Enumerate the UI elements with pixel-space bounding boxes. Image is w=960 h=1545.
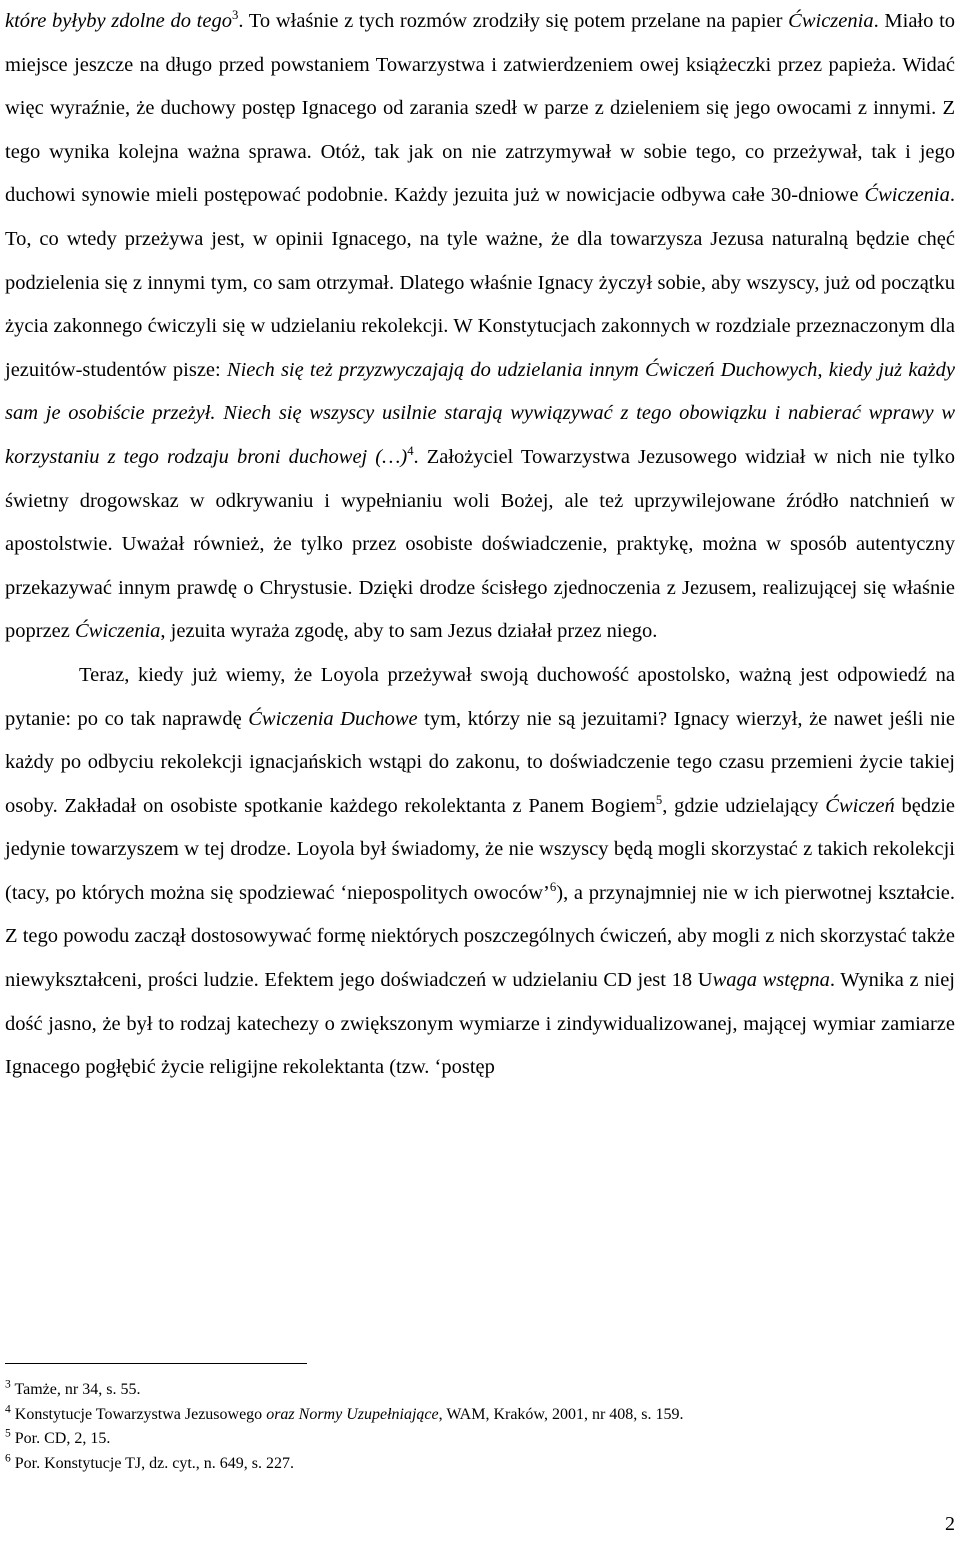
footnote-marker: 3 [5, 1378, 11, 1391]
paragraph [5, 654, 955, 1090]
text-run: tym, którzy nie są jezuitami? Ignacy wierzył, że nawet jeśli nie każdy po odbyciu rekolekcji ignacjańskich wstąpi do zakonu, to doświadczenie tego czasu przemieni życie takiej osoby. Zakładał on osobiste spotkanie każdego rekolektanta z Panem Bogiem [5, 707, 955, 817]
text-run: . Założyciel Towarzystwa Jezusowego widział w nich nie tylko świetny drogowskaz w odkrywaniu i wypełnianiu woli Bożej, ale też uprzywilejowane źródło natchnień w apostolstwie. Uważał również, że tylko przez osobiste doświadczenie, praktykę, można w sposób autentyczny przekazywać innym prawdę o Chrystusie. Dzięki drodze ścisłego zjednoczenia z Jezusem, realizującej się właśnie poprzez [5, 445, 956, 643]
footnote-marker: 5 [5, 1427, 11, 1440]
footnote-marker: 6 [549, 880, 557, 894]
text-run: . To, co wtedy przeżywa jest, w opinii Ignacego, na tyle ważne, że dla towarzysza Jezusa naturalną będzie chęć podzielenia się z innymi tym, co sam otrzymał. Dlatego właśnie Ignacy życzył sobie, aby wszyscy, już od początku życia zakonnego ćwiczyli się w udzielaniu rekolekcji. W Konstytucjach zakonnych w rozdziale przeznaczonym dla jezuitów-studentów pisze: [5, 184, 955, 381]
italic-text: Ćwiczenia Duchowe [248, 707, 418, 730]
footnote [5, 1403, 955, 1428]
text-run: Tamże, nr 34, s. 55. [10, 1381, 141, 1398]
paragraph [5, 0, 955, 654]
text-run: , jezuita wyraża zgodę, aby to sam Jezus działał przez niego. [160, 620, 658, 643]
footnotes [5, 1378, 955, 1476]
italic-text: waga wstępna [712, 969, 830, 992]
footnote [5, 1427, 955, 1452]
italic-text: Ćwiczenia [75, 620, 161, 643]
text-run: . Wynika z niej dość jasno, że był to rodzaj katechezy o zwiększonym wymiarze i zindywidualizowanej, mającej wymiar zamiarze Ignacego pogłębić życie religijne rekolektanta (tzw. ‘postęp [5, 969, 955, 1079]
italic-text: Niech się też przyzwyczajają do udzielania innym Ćwiczeń Duchowych, kiedy już każdy sam je osobiście przeżył. Niech się wszyscy usilnie starają wywiązywać z tego obowiązku i nabierać wprawy w korzystaniu z tego rodzaju broni duchowej (…) [5, 358, 955, 468]
text-run: będzie jedynie towarzyszem w tej drodze. Loyola był świadomy, że nie wszyscy będą mogli skorzystać z takich rekolekcji (tacy, po których można się spodziewać ‘niepospolitych owoców’ [5, 794, 955, 904]
text-run: . To właśnie z tych rozmów zrodziły się potem przelane na papier [238, 10, 789, 32]
footnote-marker: 5 [655, 792, 663, 807]
text-run: , WAM, Kraków, 2001, nr 408, s. 159. [438, 1405, 684, 1423]
footnote [5, 1452, 955, 1477]
text-run: ), a przynajmniej nie w ich pierwotnej kształcie. Z tego powodu zaczął dostosowywać formę niektórych poszczególnych ćwiczeń, aby mogli z nich skorzystać także niewykształceni, prości ludzie. Efektem jego doświadczeń w udzielaniu CD jest 18 U [5, 881, 955, 992]
text-run: Konstytucje Towarzystwa Jezusowego [10, 1405, 267, 1423]
footnote-marker: 6 [5, 1452, 11, 1465]
italic-text: Ćwiczeń [825, 794, 895, 817]
text-run: Por. Konstytucje TJ, dz. cyt., n. 649, s. 227. [10, 1454, 295, 1472]
body-text [5, 0, 955, 1090]
italic-text: Ćwiczenia [864, 184, 950, 207]
italic-text: oraz Normy Uzupełniające [266, 1405, 439, 1423]
text-run: Teraz, kiedy już wiemy, że Loyola przeżywał swoją duchowość apostolsko, ważną jest odpowiedź na pytanie: po co tak naprawdę [5, 663, 955, 730]
page-number: 2 [945, 1513, 955, 1535]
italic-text: które byłyby zdolne do tego [5, 10, 232, 32]
italic-text: Ćwiczenia [788, 10, 874, 32]
footnote [5, 1378, 955, 1403]
footnote-marker: 4 [407, 444, 414, 459]
footnote-marker: 4 [5, 1403, 11, 1416]
footnote-marker: 3 [231, 8, 239, 23]
footnote-separator [5, 1363, 307, 1364]
text-run: , gdzie udzielający [662, 794, 826, 817]
text-run: . Miało to miejsce jeszcze na długo przed powstaniem Towarzystwa i zatwierdzeniem owej książeczki przez papieża. Widać więc wyraźnie, że duchowy postęp Ignacego od zarania szedł w parze z dzieleniem się jego owocami z innymi. Z tego wynika kolejna ważna sprawa. Otóż, tak jak on nie zatrzymywał w sobie tego, co przeżywał, tak i jego duchowi synowie mieli postępować podobnie. Każdy jezuita już w nowicjacie odbywa całe 30-dniowe [5, 10, 956, 207]
text-run: Por. CD, 2, 15. [10, 1430, 111, 1447]
